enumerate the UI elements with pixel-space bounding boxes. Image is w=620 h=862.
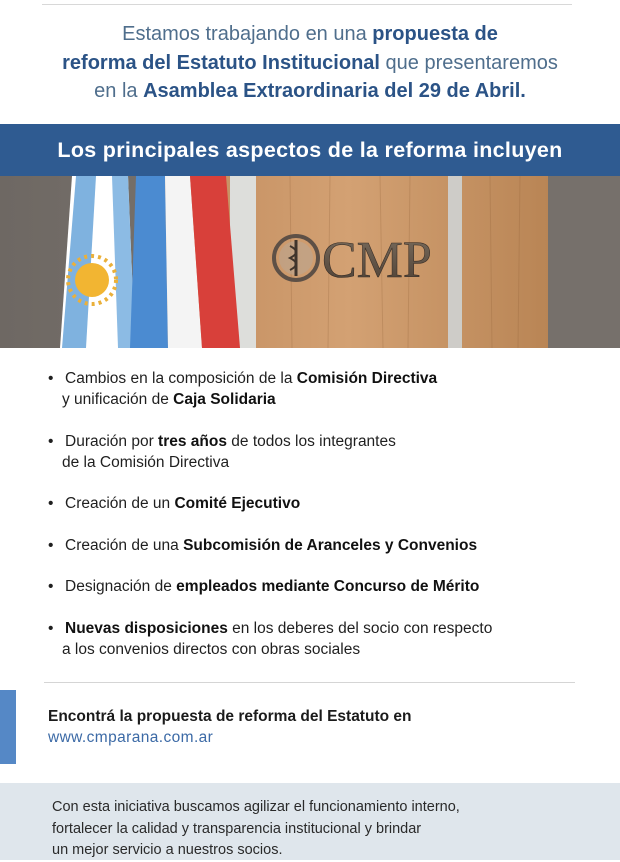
list-item: [46, 368, 586, 410]
argentina-flag: [60, 176, 135, 348]
bullet-icon: •: [48, 432, 54, 450]
list-item: [46, 618, 586, 660]
item-text: y unificación de: [62, 391, 174, 408]
reform-aspects-list: [46, 368, 586, 680]
intro-line3-bold: Asamblea Extraordinaria del 29 de Abril.: [143, 80, 526, 102]
list-item: [46, 431, 586, 473]
item-text: de todos los integrantes: [226, 432, 396, 450]
entre-rios-flag: [130, 176, 240, 348]
item-text: Creación de una: [65, 536, 184, 554]
intro-line1: Estamos trabajando en una: [122, 23, 373, 45]
item-bold: Nuevas disposiciones: [65, 619, 228, 637]
bullet-icon: •: [48, 495, 54, 512]
find-title: Encontrá la propuesta de reforma del Estatuto en: [48, 708, 412, 725]
wall-right: [548, 176, 620, 348]
item-bold: Comité Ejecutivo: [174, 495, 301, 512]
find-proposal: [48, 706, 411, 748]
list-item: [46, 535, 586, 556]
bullet-icon: •: [48, 370, 54, 387]
item-text: Duración por: [65, 432, 159, 450]
footer-line3: un mejor servicio a nuestros socios.: [52, 842, 283, 858]
item-text: Designación de: [65, 578, 177, 595]
item-text: Cambios en la composición de la: [65, 370, 297, 387]
item-bold: tres años: [158, 432, 227, 450]
bullet-icon: •: [48, 536, 54, 554]
list-item: [46, 493, 586, 514]
item-bold: empleados mediante Concurso de Mérito: [176, 578, 480, 595]
banner-title: Los principales aspectos de la reforma incluyen: [57, 137, 563, 162]
top-divider: [42, 4, 572, 5]
bullet-icon: •: [48, 619, 54, 637]
intro-text: [20, 20, 600, 106]
intro-line2: que presentaremos: [379, 51, 558, 74]
section-banner: [0, 124, 620, 176]
footer-text: [52, 797, 602, 862]
bullet-icon: •: [48, 578, 54, 595]
footer-line1: Con esta iniciativa buscamos agilizar el funcionamiento interno,: [52, 799, 460, 815]
list-item: [46, 576, 586, 597]
footer-line2: fortalecer la calidad y transparencia institucional y brindar: [52, 820, 422, 837]
intro-line2-bold: reforma del Estatuto Institucional: [62, 51, 380, 74]
item-text: de la Comisión Directiva: [62, 453, 230, 471]
accent-bar: [0, 690, 16, 764]
item-text: a los convenios directos con obras sociales: [62, 640, 361, 658]
cmp-office-photo: [0, 176, 620, 348]
intro-line1-bold: propuesta de: [372, 23, 498, 45]
section-divider: [44, 682, 575, 683]
item-text: Creación de un: [65, 495, 175, 512]
cmp-logo-text: CMP: [322, 232, 432, 289]
website-link[interactable]: www.cmparana.com.ar: [48, 729, 214, 746]
item-bold: Comisión Directiva: [296, 370, 438, 387]
item-bold: Caja Solidaria: [173, 391, 276, 408]
footer-panel: [0, 783, 620, 860]
glass-strip-right: [448, 176, 462, 348]
item-text: en los deberes del socio con respecto: [227, 619, 493, 637]
intro-line3: en la: [94, 80, 144, 102]
item-bold: Subcomisión de Aranceles y Convenios: [183, 536, 478, 554]
